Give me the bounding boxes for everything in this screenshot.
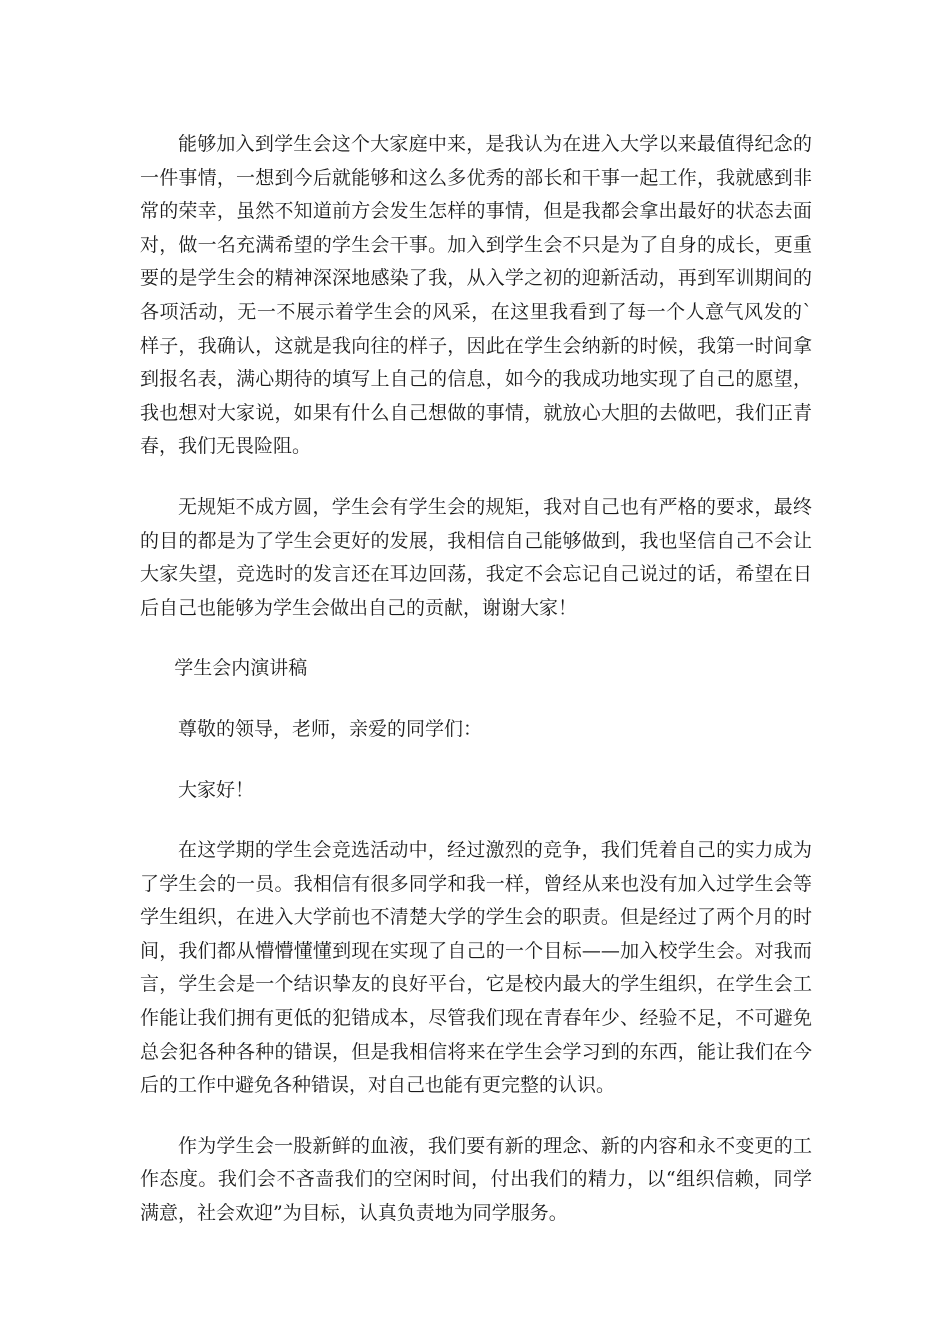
paragraph-rules-and-commitment: 无规矩不成方圆，学生会有学生会的规矩，我对自己也有严格的要求，最终的目的都是为了学生会更好的发展，我相信自己能够做到，我也坚信自己不会让大家失望，竞选时的发言还在耳边回荡，我定不会忘记自己说过的话，希望在日后自己也能够为学生会做出自己的贡献，谢谢大家！ — [140, 495, 812, 619]
paragraph-election-experience: 在这学期的学生会竞选活动中，经过激烈的竞争，我们凭着自己的实力成为了学生会的一员。我相信有很多同学和我一样，曾经从来也没有加入过学生会等学生组织，在进入大学前也不清楚大学的学生会的职责。但是经过了两个月的时间，我们都从懵懵懂懂到现在实现了自己的一个目标——加入校学生会。对我而言，学生会是一个结识挚友的良好平台，它是校内最大的学生组织，在学生会工作能让我们拥有更低的犯错成本，尽管我们现在青春年少、经验不足，不可避免总会犯各种各种的错误，但是我相信将来在学生会学习到的东西，能让我们在今后的工作中避免各种错误，对自己也能有更完整的认识。 — [140, 839, 812, 1097]
paragraph-joining-student-union: 能够加入到学生会这个大家庭中来，是我认为在进入大学以来最值得纪念的一件事情，一想到今后就能够和这么多优秀的部长和干事一起工作，我就感到非常的荣幸，虽然不知道前方会发生怎样的事情，但是我都会拿出最好的状态去面对，做一名充满希望的学生会干事。加入到学生会不只是为了自身的成长，更重要的是学生会的精神深深地感染了我，从入学之初的迎新活动，再到军训期间的各项活动，无一不展示着学生会的风采，在这里我看到了每一个人意气风发的`样子，我确认，这就是我向往的样子，因此在学生会纳新的时候，我第一时间拿到报名表，满心期待的填写上自己的信息，如今的我成功地实现了自己的愿望，我也想对大家说，如果有什么自己想做的事情，就放心大胆的去做吧，我们正青春，我们无畏险阻。 — [140, 133, 812, 458]
speech-salutation: 尊敬的领导，老师，亲爱的同学们： — [178, 717, 483, 740]
document-body — [140, 128, 812, 1231]
paragraph-new-blood-attitude: 作为学生会一股新鲜的血液，我们要有新的理念、新的内容和永不变更的工作态度。我们会不吝啬我们的空闲时间，付出我们的精力，以“组织信赖，同学满意，社会欢迎”为目标，认真负责地为同学服务。 — [140, 1134, 812, 1225]
speech-greeting: 大家好！ — [178, 778, 255, 801]
speech-title: 学生会内演讲稿 — [174, 657, 308, 680]
